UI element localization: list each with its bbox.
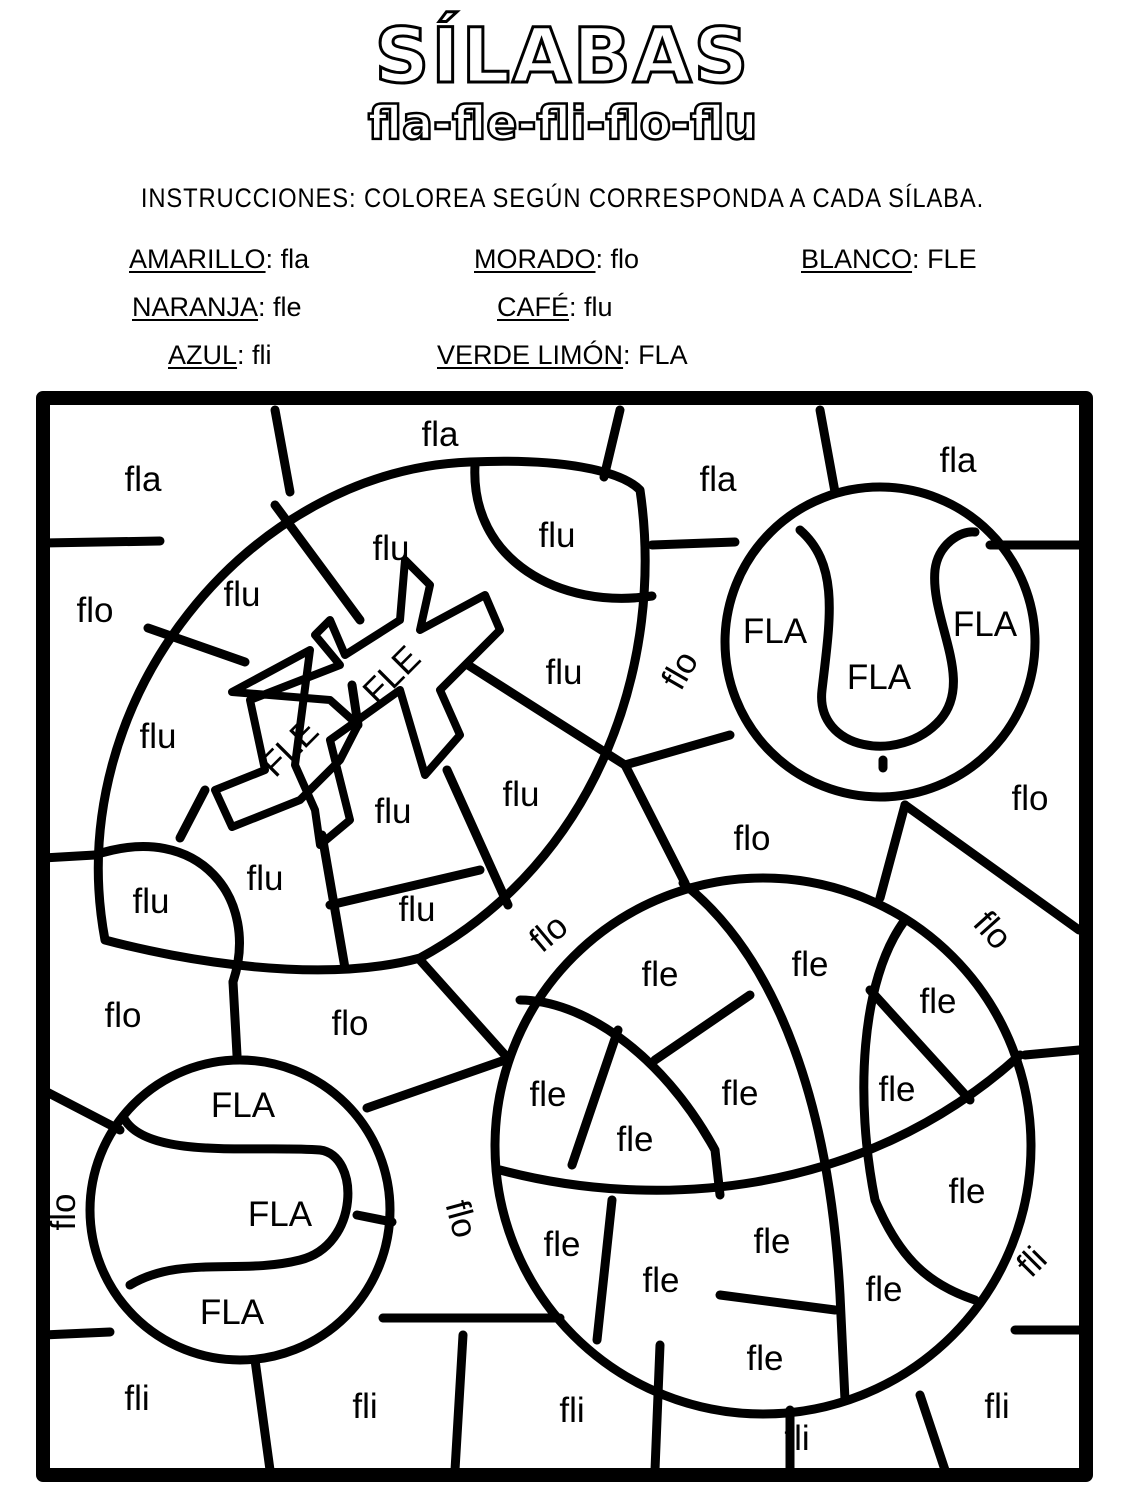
- label-football: flu: [374, 792, 412, 831]
- label-football: flu: [502, 775, 540, 814]
- key-azul: AZUL: fli: [168, 340, 272, 370]
- worksheet-title: SÍLABAS: [374, 11, 751, 100]
- label-football: flu: [538, 516, 576, 555]
- label-bg: fla: [939, 441, 977, 480]
- label-basketball: fle: [616, 1120, 654, 1159]
- label-bg: fla: [699, 460, 737, 499]
- label-bg: fla: [421, 415, 459, 454]
- label-basketball: fle: [948, 1172, 986, 1211]
- label-tennis-bottom: FLA: [210, 1086, 276, 1125]
- key-morado: MORADO: flo: [474, 244, 640, 274]
- basketball: [495, 878, 1031, 1414]
- label-bg: fli: [559, 1391, 585, 1430]
- label-basketball: fle: [641, 955, 679, 994]
- key-blanco: BLANCO: FLE: [801, 244, 977, 274]
- label-tennis-top: FLA: [846, 658, 912, 697]
- label-basketball: fle: [746, 1339, 784, 1378]
- label-tennis-top: FLA: [742, 612, 808, 651]
- key-naranja: NARANJA: fle: [132, 292, 302, 322]
- label-basketball: fle: [543, 1225, 581, 1264]
- label-bg: flo: [653, 644, 707, 697]
- instructions: INSTRUCCIONES: COLOREA SEGÚN CORRESPONDA A CADA SÍLABA.: [140, 183, 985, 213]
- label-basketball: fle: [753, 1222, 791, 1261]
- key-verde-limon: VERDE LIMÓN: FLA: [437, 340, 688, 370]
- label-lace: FLE: [253, 711, 327, 785]
- label-football: flu: [246, 859, 284, 898]
- label-bg: flo: [437, 1196, 485, 1242]
- key-amarillo: AMARILLO: fla: [129, 244, 310, 274]
- label-bg: flo: [104, 996, 142, 1035]
- label-football: flu: [545, 653, 583, 692]
- label-bg: flo: [965, 903, 1020, 958]
- label-bg: flo: [331, 1004, 369, 1043]
- label-tennis-top: FLA: [952, 605, 1018, 644]
- label-football: flu: [372, 529, 410, 568]
- label-basketball: fle: [865, 1270, 903, 1309]
- worksheet-subtitle: fla-fle-fli-flo-flu: [367, 96, 758, 150]
- label-basketball: fle: [878, 1070, 916, 1109]
- label-bg: fli: [124, 1379, 150, 1418]
- label-football: flu: [398, 890, 436, 929]
- label-bg: fli: [1009, 1239, 1055, 1285]
- label-bg: fli: [784, 1419, 810, 1458]
- label-bg: fla: [124, 460, 162, 499]
- label-bg: fli: [352, 1387, 378, 1426]
- label-basketball: fle: [919, 982, 957, 1021]
- label-football: flu: [132, 882, 170, 921]
- label-bg: flo: [44, 1193, 83, 1231]
- label-bg: flo: [1011, 779, 1049, 818]
- label-football: flu: [139, 717, 177, 756]
- key-cafe: CAFÉ: flu: [497, 292, 613, 322]
- label-basketball: fle: [529, 1075, 567, 1114]
- label-basketball: fle: [721, 1074, 759, 1113]
- label-bg: fli: [984, 1387, 1010, 1426]
- label-football: flu: [223, 575, 261, 614]
- label-basketball: fle: [642, 1261, 680, 1300]
- label-lace: FLE: [355, 638, 429, 712]
- label-basketball: fle: [791, 945, 829, 984]
- label-tennis-bottom: FLA: [199, 1293, 265, 1332]
- label-bg: flo: [733, 819, 771, 858]
- label-bg: flo: [521, 906, 576, 961]
- label-bg: flo: [76, 591, 114, 630]
- label-tennis-bottom: FLA: [247, 1195, 313, 1234]
